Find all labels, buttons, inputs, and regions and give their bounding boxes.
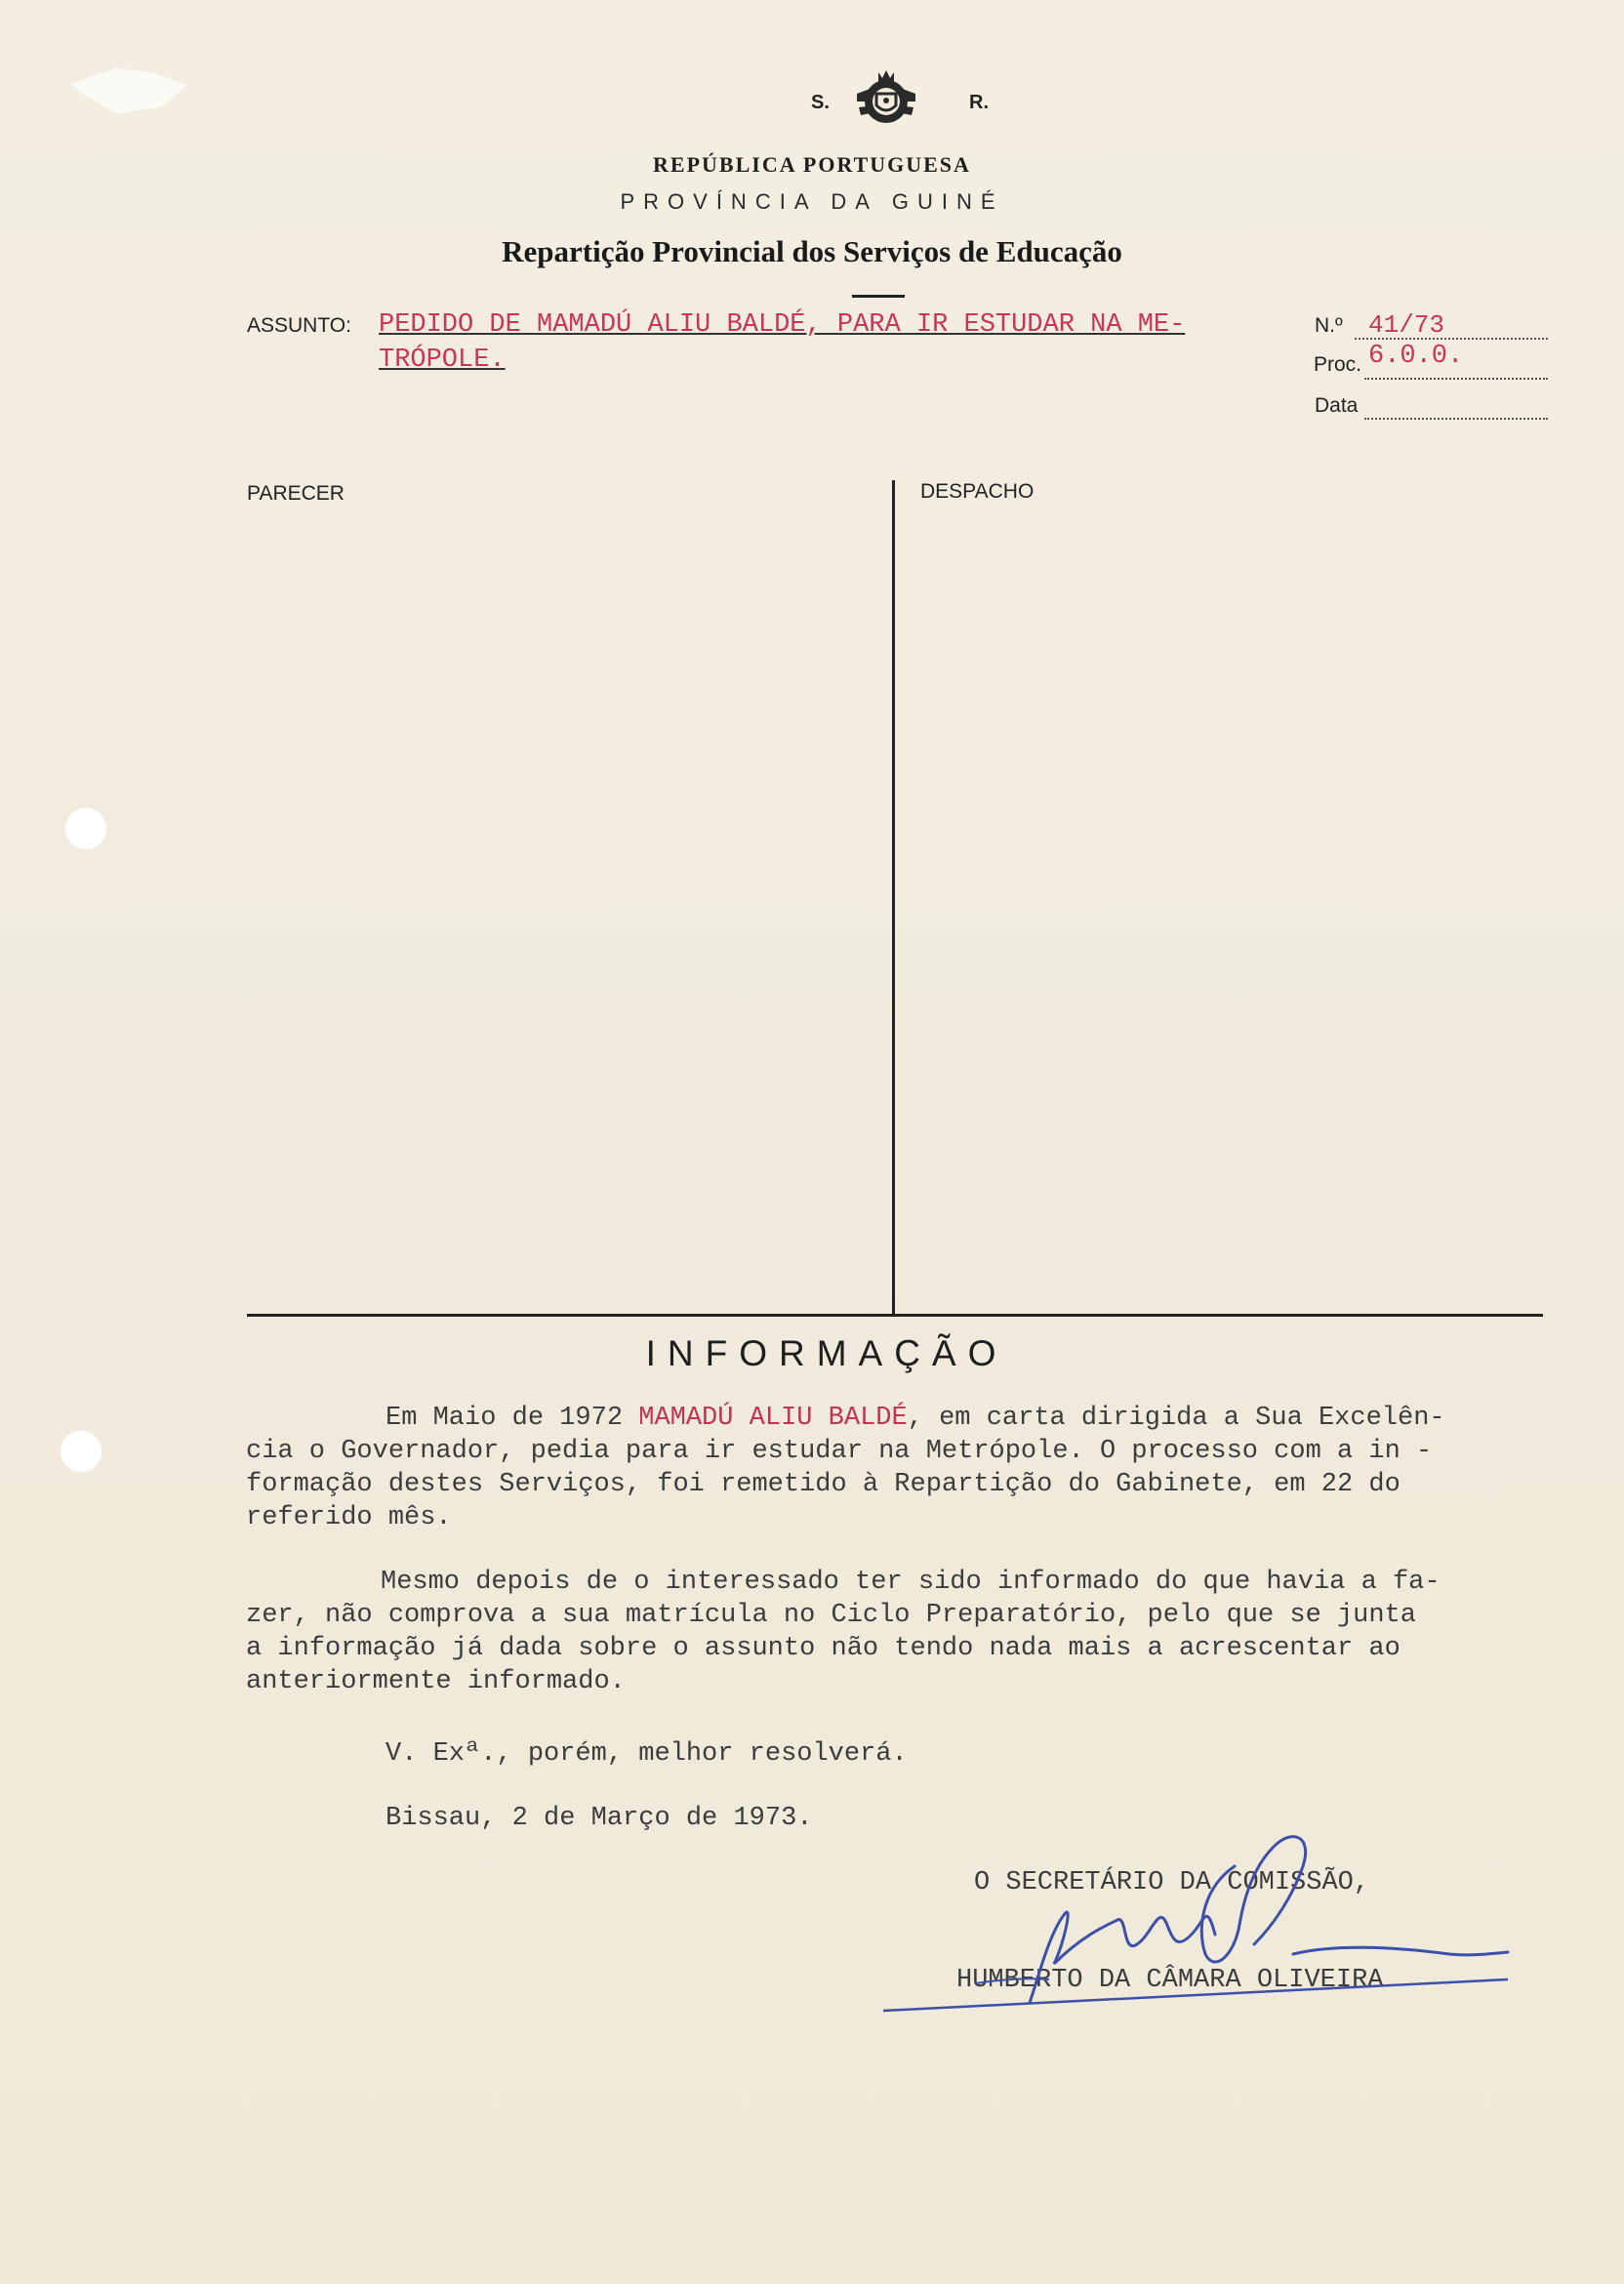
subject-line-2: TRÓPOLE.: [379, 346, 506, 375]
header-divider: [852, 295, 905, 298]
paragraph-1-line-2: cia o Governador, pedia para ir estudar na Metrópole. O processo com a in -: [246, 1437, 1433, 1466]
province-title: PROVÍNCIA DA GUINÉ: [620, 189, 1004, 214]
parecer-label: PARECER: [247, 482, 345, 505]
paragraph-2-line-1: Mesmo depois de o interessado ter sido informado do que havia a fa-: [381, 1568, 1441, 1597]
subject-line-1: PEDIDO DE MAMADÚ ALIU BALDÉ, PARA IR ESTUDAR NA ME-: [379, 310, 1186, 340]
punch-hole: [60, 1430, 102, 1473]
column-divider: [892, 480, 895, 1315]
paragraph-1-line-1: Em Maio de 1972 MAMADÚ ALIU BALDÉ, em carta dirigida a Sua Excelên-: [386, 1404, 1445, 1433]
paragraph-1-line-3: formação destes Serviços, foi remetido à Repartição do Gabinete, em 22 do: [246, 1470, 1401, 1499]
paper-tear: [70, 62, 187, 119]
number-dotline: [1355, 338, 1548, 340]
paragraph-2-line-4: anteriormente informado.: [246, 1667, 626, 1696]
proc-dotline: [1364, 378, 1548, 380]
despacho-label: DESPACHO: [920, 480, 1035, 503]
header-right-letter: R.: [969, 92, 989, 113]
number-value: 41/73: [1368, 310, 1445, 340]
coat-of-arms-icon: [849, 64, 923, 139]
proc-value: 6.0.0.: [1368, 342, 1464, 371]
date-dotline: [1364, 418, 1548, 420]
handwritten-signature: [883, 1808, 1518, 2019]
subject-label: ASSUNTO:: [247, 314, 351, 337]
proc-label: Proc.: [1314, 353, 1362, 376]
closing-line: V. Exª., porém, melhor resolverá.: [386, 1739, 908, 1769]
signature-title: O SECRETÁRIO DA COMISSÃO,: [974, 1868, 1370, 1897]
paragraph-2-line-3: a informação já dada sobre o assunto não tendo nada mais a acrescentar ao: [246, 1634, 1401, 1663]
informacao-title: INFORMAÇÃO: [645, 1333, 1008, 1373]
department-title: Repartição Provincial dos Serviços de Educação: [502, 234, 1122, 268]
student-name: MAMADÚ ALIU BALDÉ: [638, 1404, 908, 1433]
republic-title: REPÚBLICA PORTUGUESA: [653, 152, 971, 177]
paragraph-1-line-4: referido mês.: [246, 1503, 452, 1532]
punch-hole: [64, 807, 107, 850]
date-label: Data: [1315, 394, 1359, 417]
header-left-letter: S.: [811, 92, 830, 113]
number-label: N.º: [1315, 314, 1343, 337]
paragraph-2-line-2: zer, não comprova a sua matrícula no Ciclo Preparatório, pelo que se junta: [246, 1601, 1416, 1630]
section-divider: [247, 1314, 1543, 1317]
place-date: Bissau, 2 de Março de 1973.: [386, 1804, 813, 1833]
signatory-name: HUMBERTO DA CÂMARA OLIVEIRA: [956, 1966, 1384, 1995]
